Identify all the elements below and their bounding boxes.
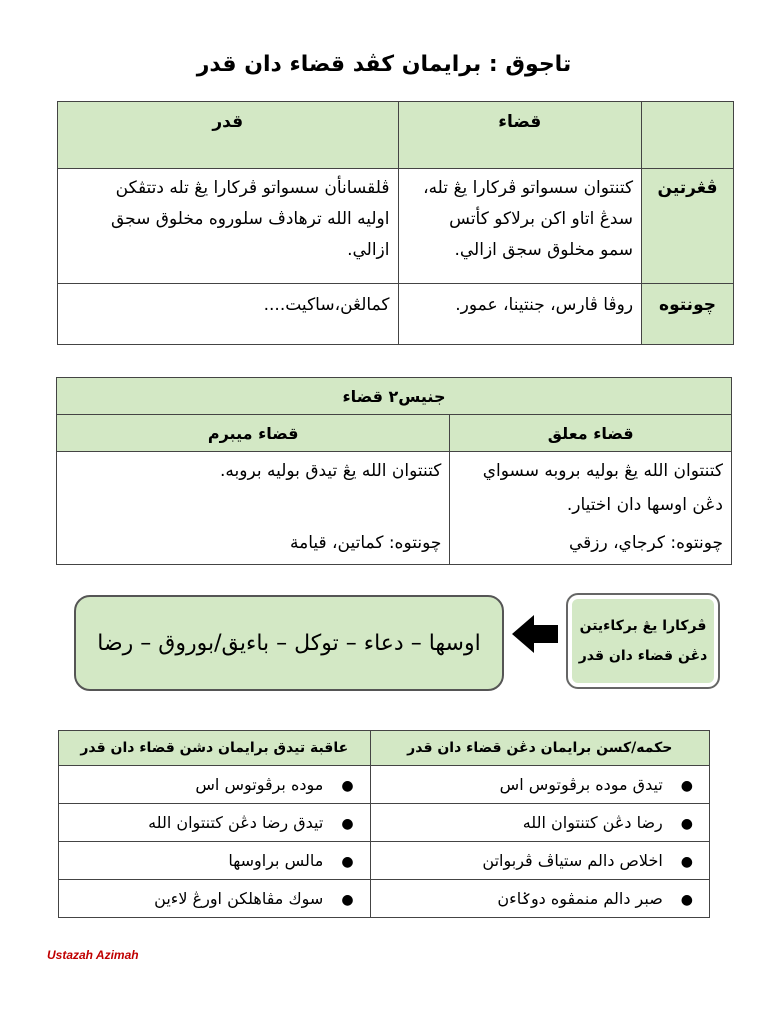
definition-table: [57, 101, 734, 345]
hikmah-item: ●اخلاص دالم ستياڤ ڤربواتن: [370, 842, 709, 880]
akibat-item: ●تيدق رضا دڠن كتنتوان الله: [59, 804, 371, 842]
header-akibat: عاقبة تيدق برايمان دشن قضاء دان قدر: [59, 731, 371, 766]
types-header: جنيس٢ قضاء: [57, 378, 732, 415]
corner-cell: [642, 102, 734, 169]
author-credit: Ustazah Azimah: [47, 948, 139, 962]
header-hikmah: حكمه/كسن برايمان دڠن قضاء دان قدر: [370, 731, 709, 766]
mubram-cell: كتنتوان الله يڠ تيدق بوليه بروبه. چونتوه: كماتين، قيامة: [57, 452, 450, 565]
qada-example: روڤا ڤارس، جنتينا، عمور.: [398, 284, 642, 345]
related-matters-text: اوسها – دعاء – توكل – باءيق/بوروق – رضا: [97, 630, 481, 656]
page-title: تاجوق : برايمان كڤد قضاء دان قدر: [196, 52, 572, 77]
qadar-definition: ڤلقسانأن سسواتو ڤركارا يڠ تله دتتڤكن اوليه الله ترهادڤ سلوروه مخلوق سجق ازالي.: [58, 169, 399, 284]
row-label-example: چونتوه: [642, 284, 734, 345]
hikmah-item: ●تيدق موده برڤوتوس اس: [370, 766, 709, 804]
akibat-item: ●مالس براوسها: [59, 842, 371, 880]
header-qada: قضاء: [398, 102, 642, 169]
qadar-example: كمالڠن،ساكيت....: [58, 284, 399, 345]
muallaq-cell: كتنتوان الله يڠ بوليه بروبه سسواي دڠن اوسها دان اختيار. چونتوه: كرجاي، رزقي: [450, 452, 732, 565]
header-mubram: قضاء ميبرم: [57, 415, 450, 452]
hikmah-item: ●رضا دڠن كتنتوان الله: [370, 804, 709, 842]
akibat-item: ●موده برڤوتوس اس: [59, 766, 371, 804]
qada-definition: كتنتوان سسواتو ڤركارا يڠ تله، سدڠ اتاو اكن برلاكو كأتس سمو مخلوق سجق ازالي.: [398, 169, 642, 284]
related-matters-label-box: ڤركارا يڠ بركاءيتن دڠن قضاء دان قدر: [566, 593, 720, 689]
row-label-definition: ڤڠرتين: [642, 169, 734, 284]
related-matters-box: [74, 595, 504, 691]
header-qadar: قدر: [58, 102, 399, 169]
types-of-qada-table: [56, 377, 732, 565]
hikmah-item: ●صبر دالم منمڤوه دوݢاءن: [370, 880, 709, 918]
arrow-left-icon: [512, 613, 560, 655]
wisdom-table: [58, 730, 710, 918]
header-muallaq: قضاء معلق: [450, 415, 732, 452]
akibat-item: ●سوك مڤاهلكن اورڠ لاءين: [59, 880, 371, 918]
